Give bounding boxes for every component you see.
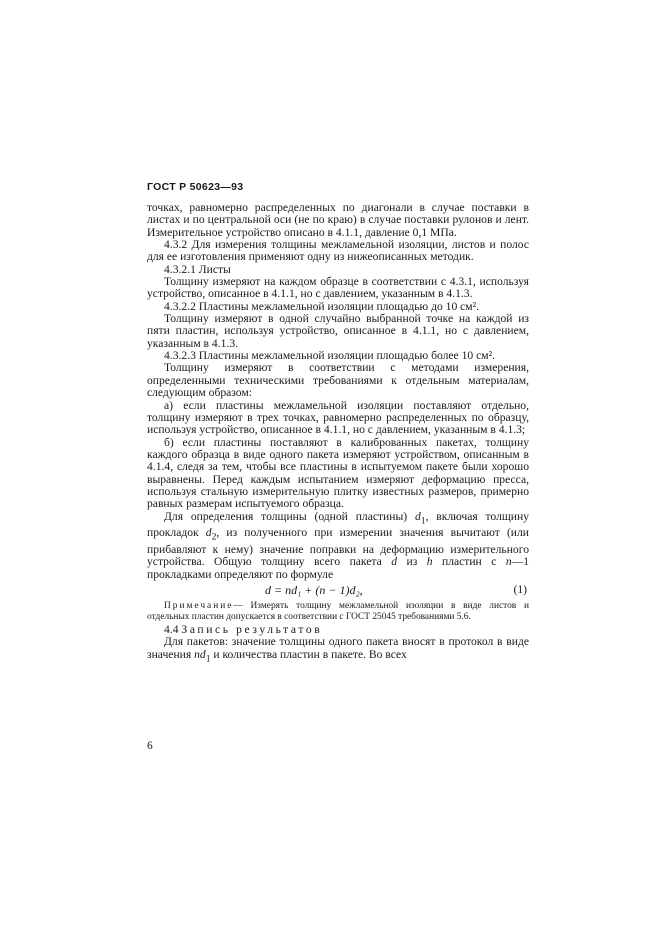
clause-4-3-2-1-heading: 4.3.2.1 Листы [164,262,231,276]
text-run: Для пакетов: значение толщины одного пакета вносят в протокол в виде значения [147,635,529,661]
text-run: , из полученного при измерении значения вычитают (или прибавляют к нему) значение поправки на деформацию измерительного устройства. Общую толщину всего пакета [147,526,529,569]
variable-h: h [426,555,433,569]
note [147,601,529,622]
note-label: Примечание [164,600,234,611]
subscript: 1 [420,514,426,526]
section-title: Запись результатов [181,623,323,637]
variable-d: d [391,555,398,569]
clause-4-3-2-1-text: Толщину измеряют на каждом образце в соответствии с 4.3.1, используя устройство, описанное в 4.1.1, но с давлением, указанным в 4.1.3. [147,275,529,301]
text-run: , включая толщину прокладок [147,509,529,540]
subscript: 1 [205,653,211,665]
text-run: пластин с [432,555,506,569]
variable-n: n [505,555,512,569]
variable-d: d [414,509,421,523]
document-body [147,202,529,665]
section-number: 4.4 [164,623,179,637]
text-run: Для определения толщины (одной пластины) [164,509,415,523]
formula-number: (1) [513,582,527,596]
variable-nd: nd [194,647,206,661]
text-run: —1 прокладками определяют по формуле [147,555,529,581]
paragraph-continuation: точках, равномерно распределенных по диагонали в случае поставки в листах и по центральной оси (не по краю) в случае поставки рулонов и лент. Измерительное устройство описано в 4.1.1, давление 0,1 МПа. [147,201,529,239]
clause-4-3-2-3-heading: 4.3.2.3 Пластины межламельной изоляции площадью более 10 см². [164,349,495,363]
section-4-4-text [147,636,529,665]
thickness-definition-paragraph [147,511,529,581]
list-item-b: б) если пластины поставляют в калиброванных пакетах, толщину каждого образца в виде одного пакета измеряют устройством, описанным в 4.1.4, следя за тем, чтобы все пластины в испытуемом пакете были хорошо выравнены. Перед каждым испытанием измеряют деформацию пресса, используя стальную измерительную плитку известных размеров, примерно равных размерам испытуемого образца. [147,435,529,511]
clause-4-3-2: 4.3.2 Для измерения толщины межламельной изоляции, листов и полос для ее изготовления применяют одну из нижеописанных методик. [147,238,529,264]
clause-4-3-2-3-text: Толщину измеряют в соответствии с методами измерения, определенными техническими требованиями к отдельным материалам, следующим образом: [147,361,529,400]
list-item-a: а) если пластины межламельной изоляции поставляют отдельно, толщину измеряют в трех точках, равномерно распределенных по образцу, используя устройство, описанное в 4.1.1, но с давлением, указанным в 4.1.3; [147,398,529,437]
text-run: и количества пластин в пакете. Во всех [210,647,407,661]
note-text: — Измерять толщину межламельной изоляции в виде листов и отдельных пластин допускается в соответствии с ГОСТ 25045 требованиями 5.6. [147,600,529,622]
document-code-header: ГОСТ Р 50623—93 [147,181,244,193]
clause-4-3-2-2-heading: 4.3.2.2 Пластины межламельной изоляции площадью до 10 см². [164,299,480,313]
formula-expression: d = nd₁ + (n − 1)d₂, [265,582,363,597]
clause-4-3-2-2-text: Толщину измеряют в одной случайно выбранной точке на каждой из пяти пластин, используя устройство, описанное в 4.1.1, но с давлением, указанным в 4.1.3. [147,312,529,350]
page-number: 6 [147,740,153,752]
subscript: 2 [211,531,217,543]
text-run: из [397,555,427,569]
variable-d: d [205,526,212,540]
formula-1 [147,583,529,599]
